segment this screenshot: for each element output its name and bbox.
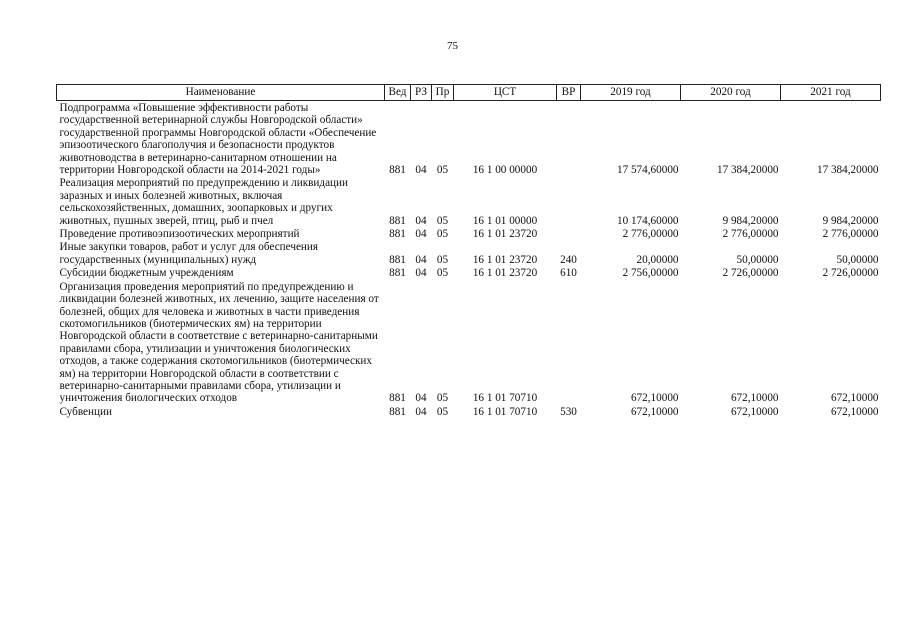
row-name: Субвенции [59,405,112,418]
row-pr: 05 [436,405,449,418]
row-rz: 04 [415,164,427,177]
row-cst: 16 1 00 00000 [472,164,538,177]
row-name: Организация проведения мероприятий по предупреждению и ликвидации болезней животных, их лечению, защите населения от болезней, общих для человека и животных в части приведения скотомогильников (биотермических ям) на территории Новгородской области в соответствие с ветеринарно-санитарными правилами сбора, утилизации и уничтожения биологических отходов, а также содержания скотомогильников (биотермических ям) на территории Новгородской области в соответствии с ветеринарно-санитарными правилами сбора, утилизации и уничтожения биологических отходов [59,280,379,405]
header-cst: ЦСТ [454,85,557,101]
row-cst: 16 1 01 70710 [472,405,538,418]
row-vr [557,176,581,227]
row-2020: 9 984,20000 [722,214,779,227]
row-2019: 672,10000 [630,392,679,405]
header-vr: ВР [557,85,581,101]
row-pr: 05 [436,267,449,280]
row-vr [557,280,581,405]
row-pr: 05 [436,253,449,266]
table-row [57,176,881,227]
budget-table [56,84,881,418]
row-rz: 04 [415,253,427,266]
row-rz: 04 [415,267,427,280]
header-ved: Вед [385,85,411,101]
row-2021: 17 384,20000 [816,164,879,177]
row-2020: 672,10000 [730,405,779,418]
row-2021: 9 984,20000 [822,214,879,227]
row-ved: 881 [389,392,406,405]
row-vr: 240 [560,253,577,266]
row-pr: 05 [436,392,449,405]
row-ved: 881 [389,405,406,418]
row-ved: 881 [389,253,406,266]
row-vr [557,101,581,177]
table-row [57,101,881,177]
table-row [57,227,881,240]
row-rz: 04 [415,392,427,405]
row-2021: 2 776,00000 [822,228,879,241]
header-pr: Пр [432,85,454,101]
table-row [57,280,881,405]
row-pr: 05 [436,214,449,227]
row-name: Иные закупки товаров, работ и услуг для обеспечения государственных (муниципальных) нужд [59,241,319,266]
row-2019: 2 776,00000 [622,228,679,241]
header-name: Наименование [57,85,385,101]
table-header-row [57,85,881,101]
row-rz: 04 [415,228,427,241]
row-2019: 10 174,60000 [616,214,679,227]
row-2019: 2 756,00000 [622,267,679,280]
row-2021: 672,10000 [830,392,879,405]
header-2019: 2019 год [581,85,681,101]
row-2020: 2 776,00000 [722,228,779,241]
row-vr: 610 [560,267,577,280]
row-cst: 16 1 01 23720 [472,253,538,266]
row-2019: 672,10000 [630,405,679,418]
row-name: Подпрограмма «Повышение эффективности работы государственной ветеринарной службы Новгородской области» государственной программы Новгородской области «Обеспечение эпизоотического благополучия и безопасности продуктов животноводства в ветеринарно-санитарном отношении на территории Новгородской области на 2014-2021 годы» [59,102,377,177]
header-2021: 2021 год [781,85,881,101]
row-2020: 672,10000 [730,392,779,405]
row-pr: 05 [436,228,449,241]
row-pr: 05 [436,164,449,177]
table-row [57,240,881,266]
row-2019: 17 574,60000 [616,164,679,177]
row-2020: 17 384,20000 [716,164,779,177]
row-2019: 20,00000 [636,253,679,266]
row-cst: 16 1 01 23720 [472,267,538,280]
row-ved: 881 [389,267,406,280]
row-vr: 530 [560,405,577,418]
table-row [57,266,881,279]
row-name: Реализация мероприятий по предупреждению и ликвидации заразных и иных болезней животных, включая сельскохозяйственных, домашних, зоопарковых и других животных, пушных зверей, птиц, рыб и пчел [59,177,349,227]
row-ved: 881 [389,214,406,227]
header-rz: РЗ [411,85,432,101]
row-cst: 16 1 01 23720 [472,228,538,241]
row-name: Субсидии бюджетным учреждениям [59,267,234,280]
row-ved: 881 [389,228,406,241]
page-number: 75 [447,40,458,52]
row-2021: 50,00000 [836,253,879,266]
row-vr [557,227,581,240]
row-2020: 50,00000 [736,253,779,266]
row-2021: 672,10000 [830,405,879,418]
row-name: Проведение противоэпизоотических мероприятий [59,228,300,241]
table-row [57,405,881,418]
row-2021: 2 726,00000 [822,267,879,280]
row-rz: 04 [415,214,427,227]
row-ved: 881 [389,164,406,177]
row-rz: 04 [415,405,427,418]
header-2020: 2020 год [681,85,781,101]
row-cst: 16 1 01 00000 [472,214,538,227]
row-cst: 16 1 01 70710 [472,392,538,405]
row-2020: 2 726,00000 [722,267,779,280]
